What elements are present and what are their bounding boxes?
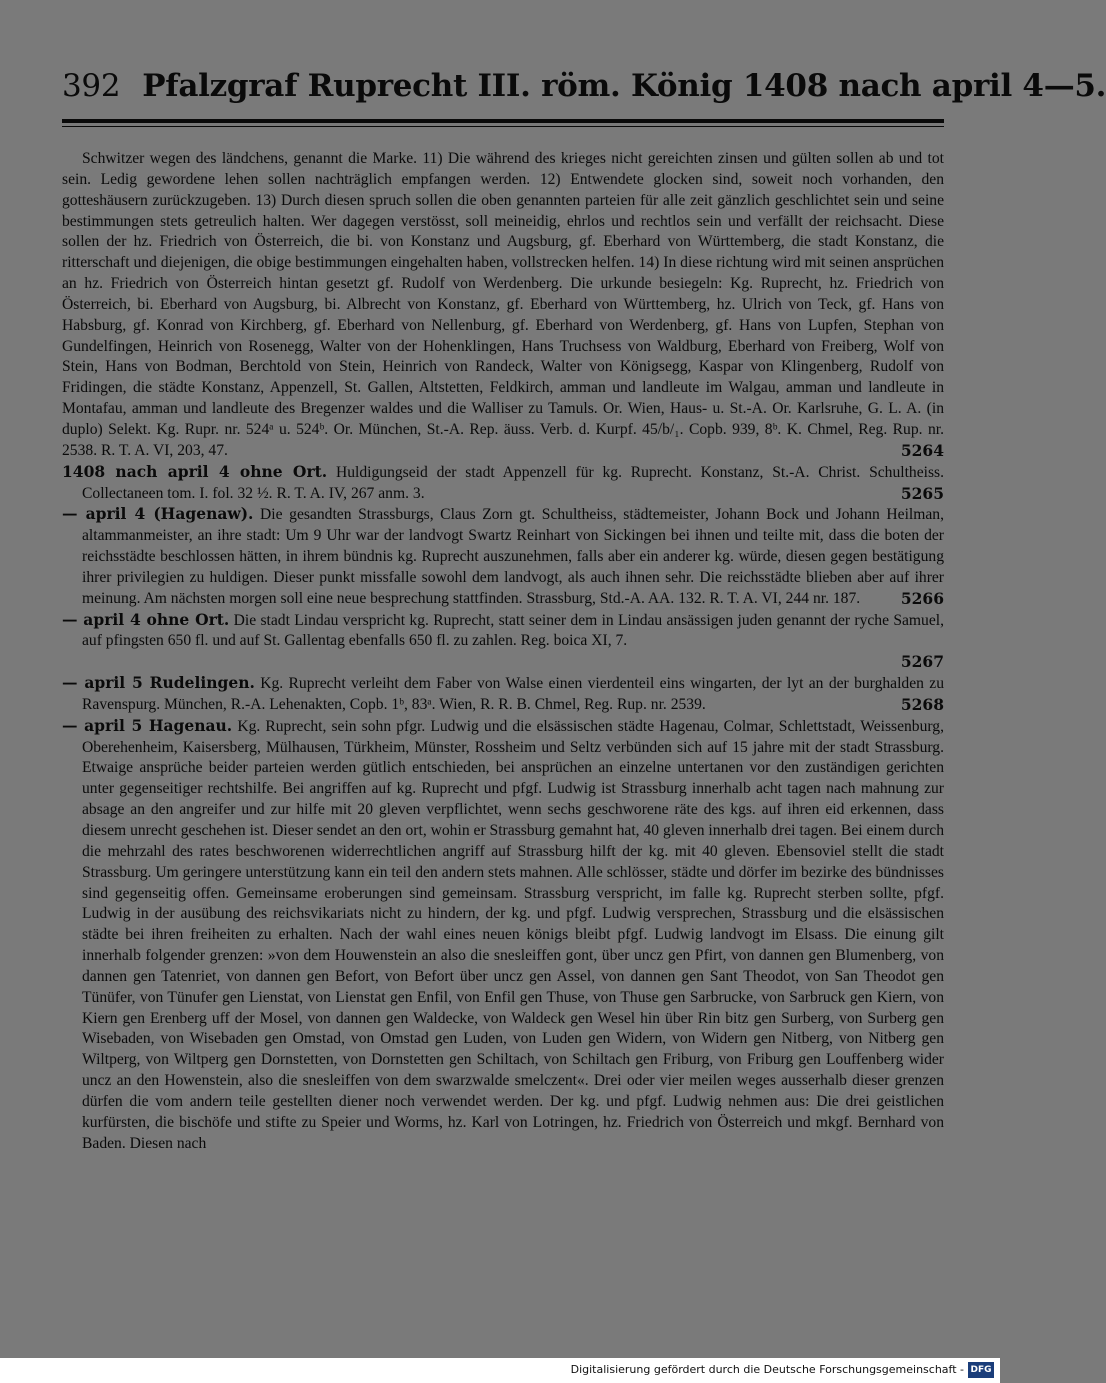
running-header [62,68,1106,108]
regest-entry [62,610,944,653]
regest-entry [62,716,944,1155]
entry-heading: — april 4 (Hagenaw). [62,504,254,524]
regest-entry [62,149,944,462]
entry-number: 5264 [900,440,944,460]
entry-heading: — april 4 ohne Ort. [62,609,230,629]
entry-heading: — april 5 Rudelingen. [62,673,255,693]
entry-number: 5267 [900,652,944,672]
page-number: 392 [62,68,121,104]
regest-entry [62,504,944,609]
entry-number: 5265 [900,483,944,503]
entry-text: Kg. Ruprecht verleiht dem Faber von Walse einen vierdenteil eins wingarten, der lyt an der burghalden zu Ravenspurg. München, R.-A. Lehenakten, Copb. 1ᵇ, 83ᵃ. Wien, R. R. B. Chmel, Reg. Rup. nr. 2539. [82,675,944,713]
entry-number: 5266 [900,588,944,608]
regest-entry [62,673,944,716]
entry-heading: — april 5 Hagenau. [62,715,233,735]
funding-notice: Digitalisierung gefördert durch die Deutsche Forschungsgemeinschaft - [570,1363,964,1376]
entry-text: Die gesandten Strassburgs, Claus Zorn gt. Schultheiss, städtemeister, Johann Bock und Johann Heilman, altammanmeister, an ihre stadt: Um 9 Uhr war der landvogt Swartz Reinhart von Sickingen bei ihnen und teilte mit, dass die boten der reichsstädte beschlossen hätten, in ihrem bündnis kg. Ruprecht auszunehmen, falls aber ein anderer kg. würde, diesen gegen bestätigung ihrer privilegien zu huldigen. Dieser punkt missfalle sowohl dem landvogt, als auch ihnen sehr. Die reichsstädte blieben aber auf ihrer meinung. Am nächsten morgen soll eine neue besprechung stattfinden. Strassburg, Std.-A. AA. 132. R. T. A. VI, 244 nr. 187. [82,506,944,607]
entry-text: Die stadt Lindau verspricht kg. Ruprecht, statt seiner dem in Lindau ansässigen juden genannt der ryche Samuel, auf pfingsten 650 fl. und auf St. Gallentag ebenfalls 650 fl. zu zahlen. Reg. boica XI, 7. [82,611,945,650]
entry-heading: 1408 nach april 4 ohne Ort. [62,461,328,481]
page-body [62,149,944,1155]
footer-bar [0,1358,1000,1383]
entry-number: 5268 [900,694,944,714]
entry-text: Kg. Ruprecht, sein sohn pfgr. Ludwig und die elsässischen städte Hagenau, Colmar, Schlettstadt, Weissenburg, Oberehenheim, Kaisersberg, Mülhausen, Türkheim, Münster, Rossheim und Seltz verbünden sich auf 15 jahre mit der stadt Strassburg. Etwaige ansprüche beider parteien werden gütlich entschieden, bei ansprüchen an einzelne untertanen vor den zuständigen gerichten unter gegenseitiger rechtshilfe. Bei angriffen auf kg. Ruprecht und pfgf. Ludwig ist Strassburg innerhalb acht tagen nach mahnung zur absage an den angreifer und zur hilfe mit 20 gleven verpflichtet, wenn sechs geschworene räte des kgs. auf ihren eid erkennen, dass diesem unrecht geschehen ist. Dieser sendet an den ort, wohin er Strassburg gemahnt hat, 40 gleven innerhalb drei tagen. Bei einem durch die mehrzahl des rates beschworenen widerrechtlichen angriff auf Strassburg hilft der kg. mit 40 gleven. Ebensoviel stellt die stadt Strassburg. Um geringere unterstützung kann ein teil den andern stets mahnen. Alle schlösser, städte und dörfer im bezirke des bündnisses sind gegenseitig offen. Gemeinsame eroberungen sind gemeinsam. Strassburg verspricht, im falle kg. Ruprecht sterben sollte, pfgf. Ludwig in der ausübung des reichsvikariats nicht zu hindern, der kg. und pfgf. Ludwig versprechen, Strassburg und die elsässischen städte bei ihren freiheiten zu erhalten. Nach der wahl eines neuen königs bleibt pfgf. Ludwig landvogt im Elsass. Die einung gilt innerhalb folgender grenzen: »von dem Houwenstein an also die snesleiffen gont, über uncz gen Pfirt, von dannen gen Blumenberg, von dannen gen Tatenriet, von dannen gen Befort, von Befort über uncz gen Assel, von dannen gen Sant Theodot, von San Theodot gen Tünüfer, von Tünufer gen Lienstat, von Lienstat gen Enfil, von Enfil gen Thuse, von Thuse gen Sarbrucke, von Sarbruck gen Kiern, von Kiern gen Erenberg uff der Mosel, von dannen gen Waldecke, von Waldeck gen Wesel hin über Rin bitz gen Surberg, von Surberg gen Wisebaden, von Wisebaden gen Omstad, von Omstad gen Luden, von Luden gen Widern, von Widern gen Nitberg, von Nitberg gen Wiltperg, von Wiltperg gen Dornstetten, von Dornstetten gen Schiltach, von Schiltach gen Friburg, von Friburg gen Louffenberg wider uncz an den Howenstein, also die snesleiffen von dem swarzwalde smelczent«. Drei oder vier meilen weges ausserhalb dieser grenzen dürfen die vom andern teile gestellten diener noch verwendet werden. Der kg. und pfgf. Ludwig nehmen aus: Die drei geistlichen kurfürsten, die bischöfe und stifte zu Speier und Worms, hz. Karl von Lotringen, hz. Friedrich von Österreich und mkgf. Bernhard von Baden. Diesen nach [82,717,945,1152]
header-rule-thick [62,119,944,123]
header-rule-thin [62,126,944,127]
entry-text: Huldigungseid der stadt Appenzell für kg. Ruprecht. Konstanz, St.-A. Christ. Schultheiss. Collectaneen tom. I. fol. 32 ½. R. T. A. IV, 267 anm. 3. [82,463,945,502]
dfg-logo-icon[interactable]: DFG [968,1362,994,1378]
entry-text: Schwitzer wegen des ländchens, genannt die Marke. 11) Die während des krieges nicht gereichten zinsen und gülten sollen ab und tot sein. Ledig gewordene lehen sollen nachträglich empfangen werden. 12) Entwendete glocken sind, soweit noch vorhanden, den gotteshäusern zurückzugeben. 13) Durch diesen spruch sollen die oben genannten parteien für alle zeit gänzlich geschlichtet sein und seine bestimmungen stets getreulich halten. Wer dagegen verstösst, soll meineidig, ehrlos und rechtlos sein und verfällt der reichsacht. Diese sollen der hz. Friedrich von Österreich, die bi. von Konstanz und Augsburg, gf. Eberhard von Württemberg, die stadt Konstanz, die ritterschaft und diejenigen, die obige bestimmungen eingehalten haben, vollstrecken helfen. 14) In diese richtung wird mit seinen ansprüchen an hz. Friedrich von Österreich hintan gesetzt gf. Rudolf von Werdenberg. Die urkunde besiegeln: Kg. Ruprecht, hz. Friedrich von Österreich, bi. Eberhard von Augsburg, bi. Albrecht von Konstanz, gf. Eberhard von Württemberg, hz. Ulrich von Teck, gf. Hans von Habsburg, gf. Konrad von Kirchberg, gf. Eberhard von Nellenburg, gf. Eberhard von Werdenberg, gf. Hans von Lupfen, Stephan von Gundelfingen, Heinrich von Rosenegg, Walter von der Hohenklingen, Hans Truchsess von Waldburg, Eberhard von Freiberg, Wolf von Stein, Hans von Bodman, Berchtold von Stein, Heinrich von Randeck, Walter von Königsegg, Kaspar von Klingenberg, Rudolf von Fridingen, die städte Konstanz, Appenzell, St. Gallen, Altstetten, Feldkirch, amman und landleute im Walgau, amman und landleute in Montafau, amman und landleute des Bregenzer waldes und die Walliser zu Tamuls. Or. Wien, Haus- u. St.-A. Or. Karlsruhe, G. L. A. (in duplo) Selekt. Kg. Rupr. nr. 524ᵃ u. 524ᵇ. Or. München, St.-A. Rep. äuss. Verb. d. Kurpf. 45/b/₁. Copb. 939, 8ᵇ. K. Chmel, Reg. Rup. nr. 2538. R. T. A. VI, 203, 47. [62,150,944,459]
regest-entry [62,462,944,505]
page-title: Pfalzgraf Ruprecht III. röm. König 1408 nach april 4—5. [142,68,1106,104]
